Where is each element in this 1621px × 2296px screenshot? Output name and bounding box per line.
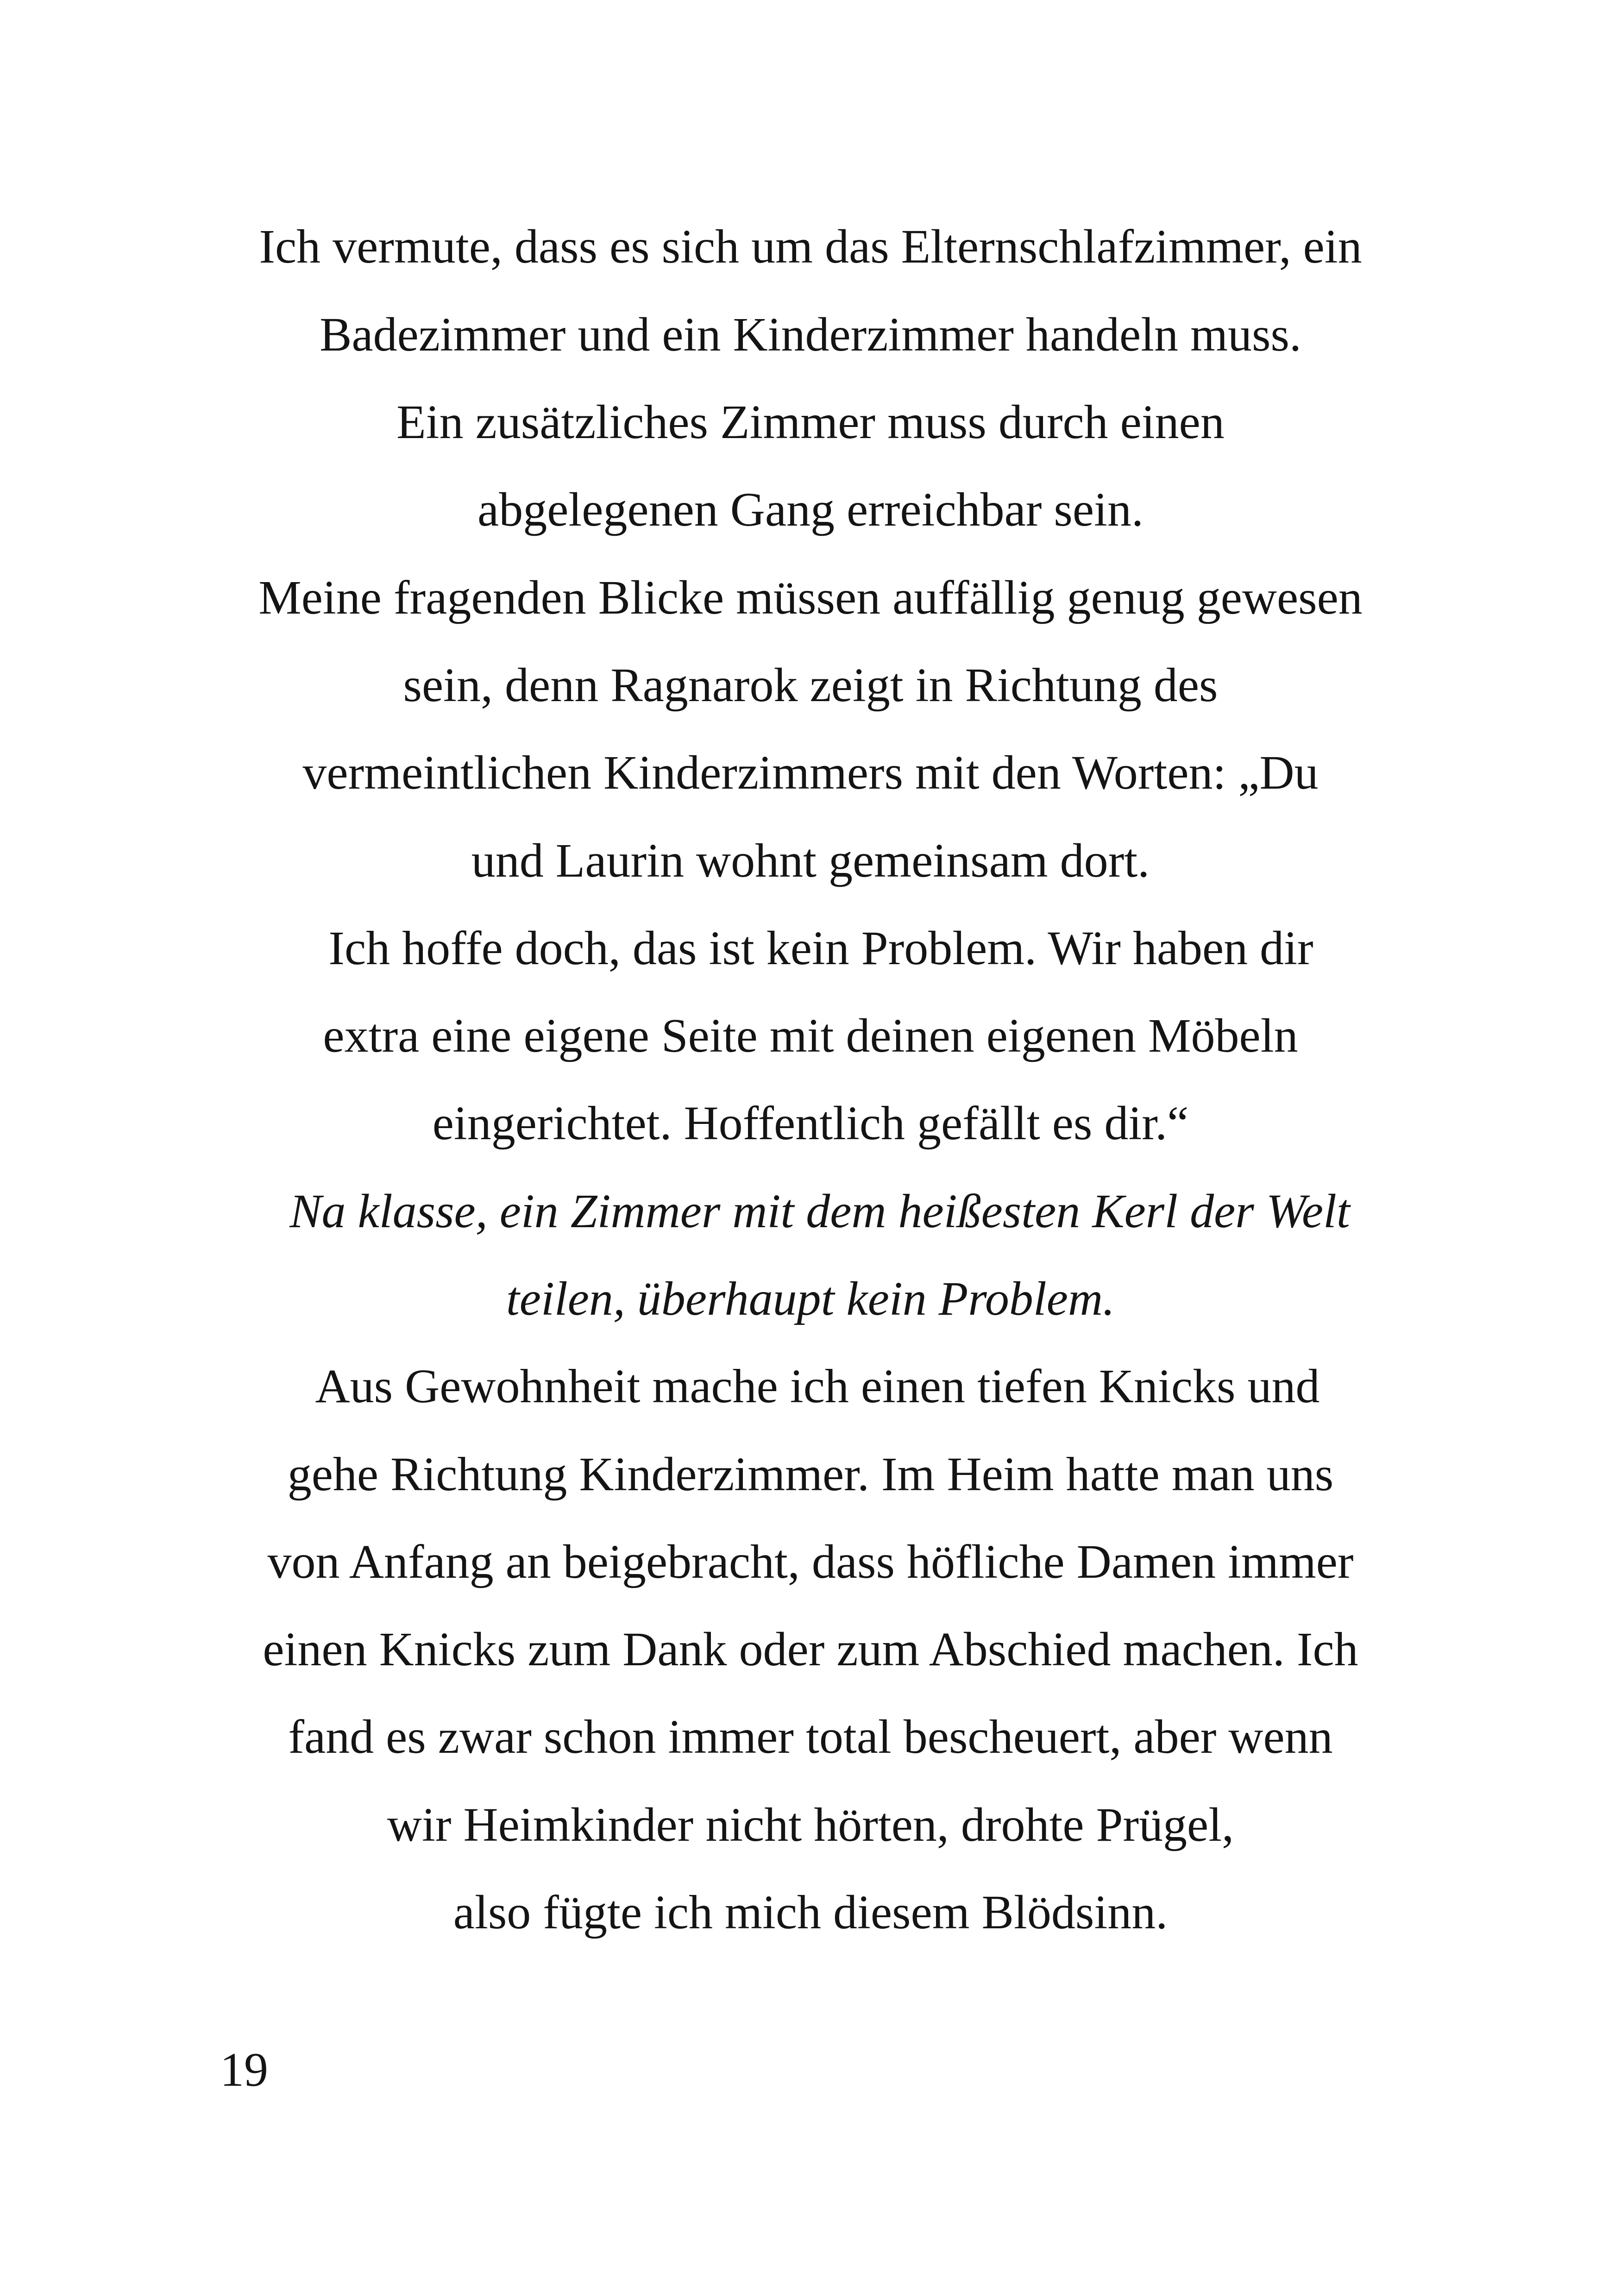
text-line: Ein zusätzliches Zimmer muss durch einen [396, 395, 1225, 449]
italic-text-line: teilen, überhaupt kein Problem. [506, 1272, 1115, 1325]
text-line: Ich hoffe doch, das ist kein Problem. Wir haben dir [328, 922, 1313, 975]
text-line: sein, denn Ragnarok zeigt in Richtung des [403, 659, 1218, 712]
text-line: Aus Gewohnheit mache ich einen tiefen Knicks und [315, 1360, 1320, 1413]
text-line: Badezimmer und ein Kinderzimmer handeln muss. [320, 308, 1301, 361]
text-line: fand es zwar schon immer total bescheuert, aber wenn [288, 1710, 1333, 1763]
text-line: abgelegenen Gang erreichbar sein. [478, 483, 1143, 536]
page-number: 19 [220, 2043, 268, 2096]
text-line: extra eine eigene Seite mit deinen eigenen Möbeln [323, 1009, 1298, 1062]
text-line: einen Knicks zum Dank oder zum Abschied machen. Ich [263, 1623, 1358, 1676]
text-line: also fügte ich mich diesem Blödsinn. [453, 1886, 1168, 1939]
text-line: gehe Richtung Kinderzimmer. Im Heim hatte man uns [287, 1448, 1334, 1501]
text-line: Meine fragenden Blicke müssen auffällig genug gewesen [258, 571, 1363, 624]
italic-text-line: Na klasse, ein Zimmer mit dem heißesten Kerl der Welt [289, 1185, 1350, 1238]
text-line: eingerichtet. Hoffentlich gefällt es dir.“ [432, 1097, 1189, 1150]
text-line: von Anfang an beigebracht, dass höfliche Damen immer [267, 1535, 1354, 1588]
text-line: vermeintlichen Kinderzimmers mit den Worten: „Du [302, 746, 1319, 799]
text-line: Ich vermute, dass es sich um das Elternschlafzimmer, ein [259, 220, 1362, 273]
text-line: wir Heimkinder nicht hörten, drohte Prügel, [387, 1798, 1234, 1851]
text-line: und Laurin wohnt gemeinsam dort. [471, 834, 1150, 887]
